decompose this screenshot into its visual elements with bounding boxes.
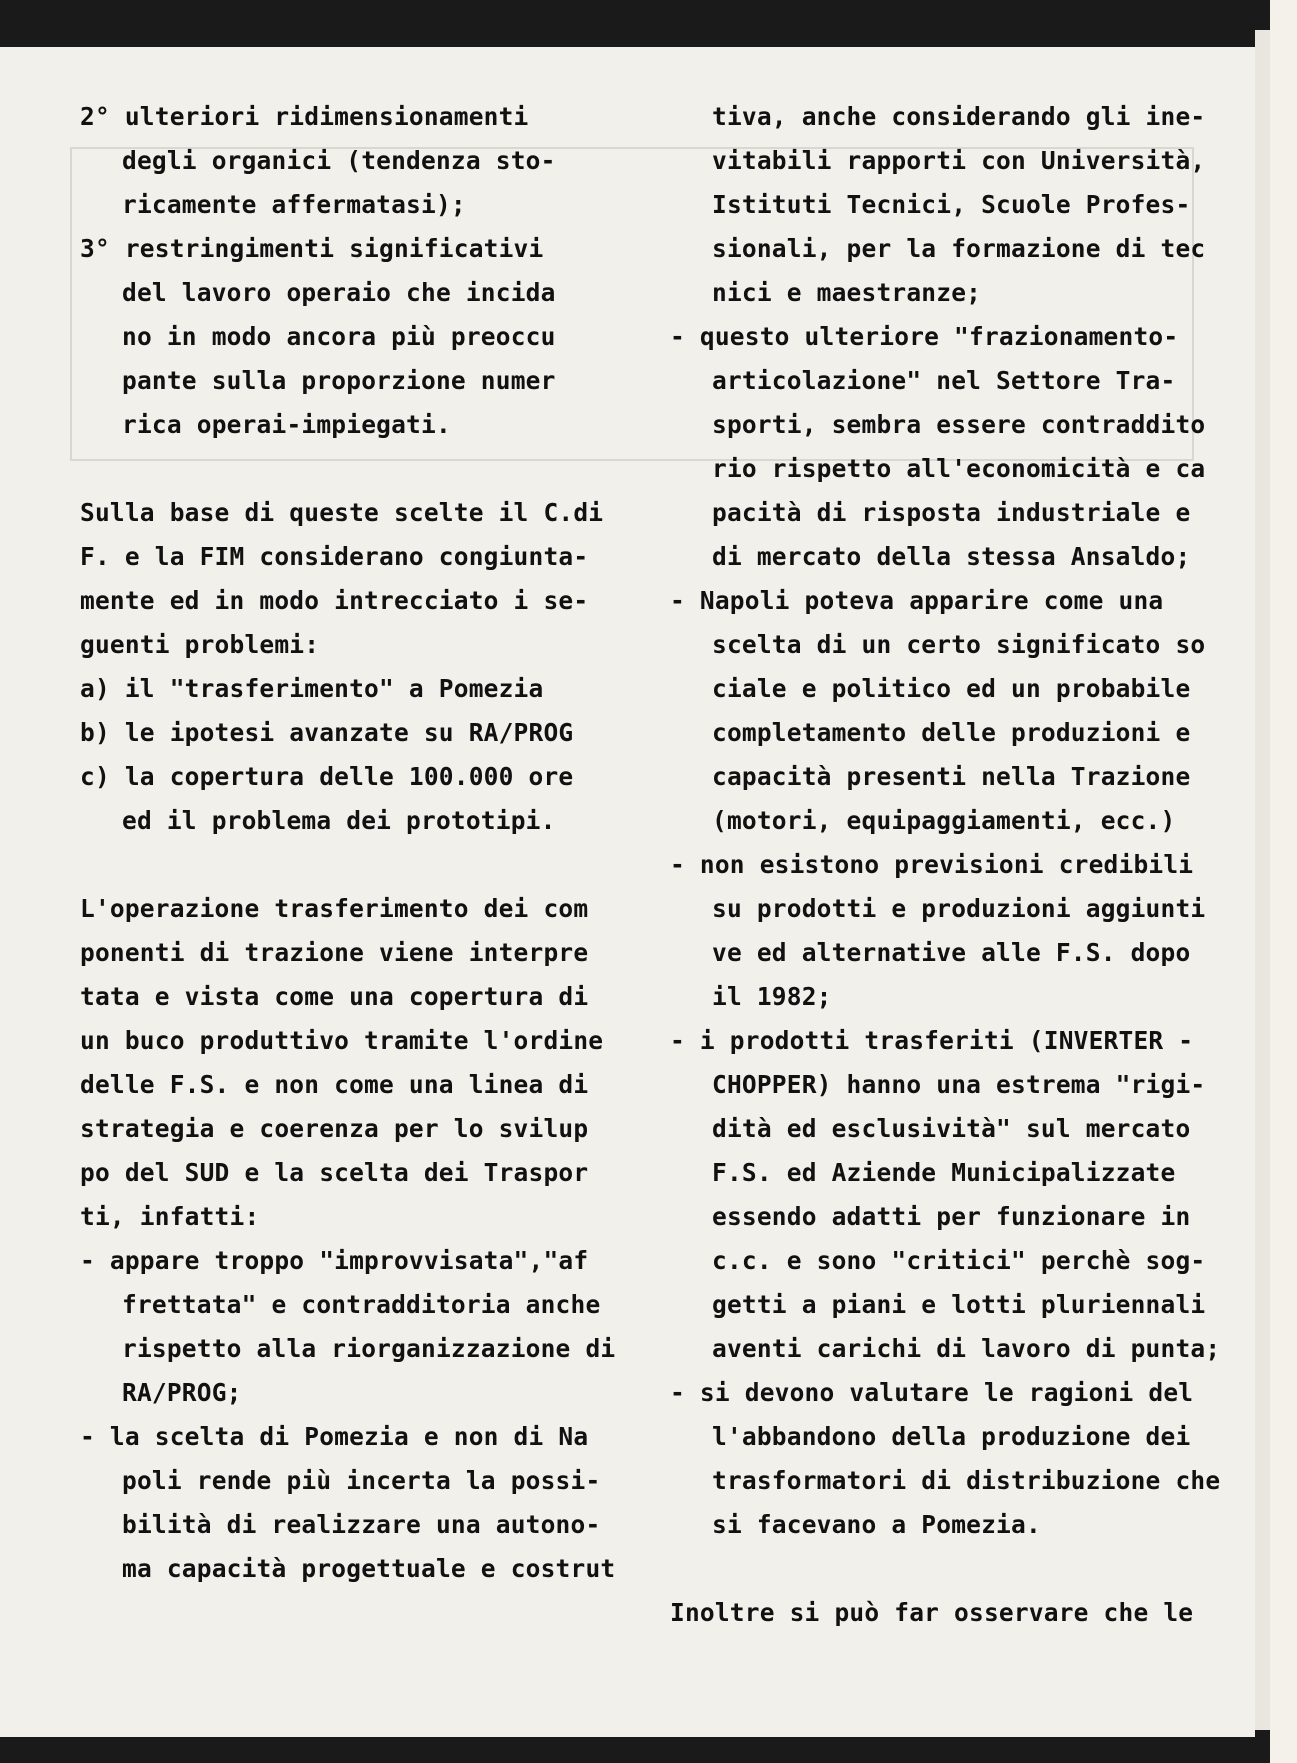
- text-line: sionali, per la formazione di tec: [712, 234, 1206, 263]
- text-line: di mercato della stessa Ansaldo;: [712, 542, 1191, 571]
- text-line: Inoltre si può far osservare che le: [670, 1598, 1194, 1627]
- text-line: degli organici (tendenza sto-: [122, 146, 556, 175]
- text-line: si facevano a Pomezia.: [712, 1510, 1041, 1539]
- text-line: - appare troppo "improvvisata","af: [80, 1246, 589, 1275]
- text-line: mente ed in modo intrecciato i se-: [80, 586, 589, 615]
- text-line: Istituti Tecnici, Scuole Profes-: [712, 190, 1191, 219]
- text-line: F. e la FIM considerano congiunta-: [80, 542, 589, 571]
- text-line: su prodotti e produzioni aggiunti: [712, 894, 1206, 923]
- text-line: trasformatori di distribuzione che: [712, 1466, 1221, 1495]
- text-line: no in modo ancora più preoccu: [122, 322, 556, 351]
- text-line: ponenti di trazione viene interpre: [80, 938, 589, 967]
- text-line: F.S. ed Aziende Municipalizzate: [712, 1158, 1176, 1187]
- text-line: ve ed alternative alle F.S. dopo: [712, 938, 1191, 967]
- text-line: del lavoro operaio che incida: [122, 278, 556, 307]
- text-line: rispetto alla riorganizzazione di: [122, 1334, 616, 1363]
- text-line: ma capacità progettuale e costrut: [122, 1554, 616, 1583]
- page-binding-edge: [1255, 30, 1270, 1730]
- text-line: tata e vista come una copertura di: [80, 982, 589, 1011]
- right-text-column: [670, 95, 1230, 1635]
- left-text-column: [80, 95, 640, 1591]
- text-line: ciale e politico ed un probabile: [712, 674, 1191, 703]
- text-line: ed il problema dei prototipi.: [122, 806, 556, 835]
- text-line: - questo ulteriore "frazionamento-: [670, 322, 1179, 351]
- text-line: frettata" e contradditoria anche: [122, 1290, 601, 1319]
- text-line: - non esistono previsioni credibili: [670, 850, 1194, 879]
- text-line: (motori, equipaggiamenti, ecc.): [712, 806, 1176, 835]
- text-line: completamento delle produzioni e: [712, 718, 1191, 747]
- text-line: po del SUD e la scelta dei Traspor: [80, 1158, 589, 1187]
- text-line: aventi carichi di lavoro di punta;: [712, 1334, 1221, 1363]
- text-line: - si devono valutare le ragioni del: [670, 1378, 1194, 1407]
- text-line: 3° restringimenti significativi: [80, 234, 544, 263]
- text-line: dità ed esclusività" sul mercato: [712, 1114, 1191, 1143]
- text-line: a) il "trasferimento" a Pomezia: [80, 674, 544, 703]
- text-line: pante sulla proporzione numer: [122, 366, 556, 395]
- text-line: scelta di un certo significato so: [712, 630, 1206, 659]
- text-line: delle F.S. e non come una linea di: [80, 1070, 589, 1099]
- text-line: capacità presenti nella Trazione: [712, 762, 1191, 791]
- text-line: Sulla base di queste scelte il C.di: [80, 498, 604, 527]
- text-line: getti a piani e lotti pluriennali: [712, 1290, 1206, 1319]
- text-line: sporti, sembra essere contraddito: [712, 410, 1206, 439]
- text-line: - la scelta di Pomezia e non di Na: [80, 1422, 589, 1451]
- text-line: bilità di realizzare una autono-: [122, 1510, 601, 1539]
- text-line: tiva, anche considerando gli ine-: [712, 102, 1206, 131]
- text-line: pacità di risposta industriale e: [712, 498, 1191, 527]
- text-line: ti, infatti:: [80, 1202, 260, 1231]
- text-line: b) le ipotesi avanzate su RA/PROG: [80, 718, 574, 747]
- text-line: rica operai-impiegati.: [122, 410, 451, 439]
- text-line: essendo adatti per funzionare in: [712, 1202, 1191, 1231]
- text-line: ricamente affermatasi);: [122, 190, 466, 219]
- text-line: RA/PROG;: [122, 1378, 242, 1407]
- text-line: - i prodotti trasferiti (INVERTER -: [670, 1026, 1194, 1055]
- text-line: poli rende più incerta la possi-: [122, 1466, 601, 1495]
- text-line: nici e maestranze;: [712, 278, 982, 307]
- text-line: c.c. e sono "critici" perchè sog-: [712, 1246, 1206, 1275]
- text-line: vitabili rapporti con Università,: [712, 146, 1206, 175]
- text-line: un buco produttivo tramite l'ordine: [80, 1026, 604, 1055]
- text-line: c) la copertura delle 100.000 ore: [80, 762, 574, 791]
- paragraph-gap: [670, 1547, 1230, 1591]
- text-line: il 1982;: [712, 982, 832, 1011]
- paragraph-gap: [80, 447, 640, 491]
- text-line: rio rispetto all'economicità e ca: [712, 454, 1206, 483]
- adjacent-page-edge: [1270, 0, 1297, 1763]
- text-line: CHOPPER) hanno una estrema "rigi-: [712, 1070, 1206, 1099]
- text-line: guenti problemi:: [80, 630, 320, 659]
- paragraph-gap: [80, 843, 640, 887]
- text-line: 2° ulteriori ridimensionamenti: [80, 102, 529, 131]
- text-line: L'operazione trasferimento dei com: [80, 894, 589, 923]
- text-line: strategia e coerenza per lo svilup: [80, 1114, 589, 1143]
- text-line: articolazione" nel Settore Tra-: [712, 366, 1176, 395]
- text-line: - Napoli poteva apparire come una: [670, 586, 1164, 615]
- text-line: l'abbandono della produzione dei: [712, 1422, 1191, 1451]
